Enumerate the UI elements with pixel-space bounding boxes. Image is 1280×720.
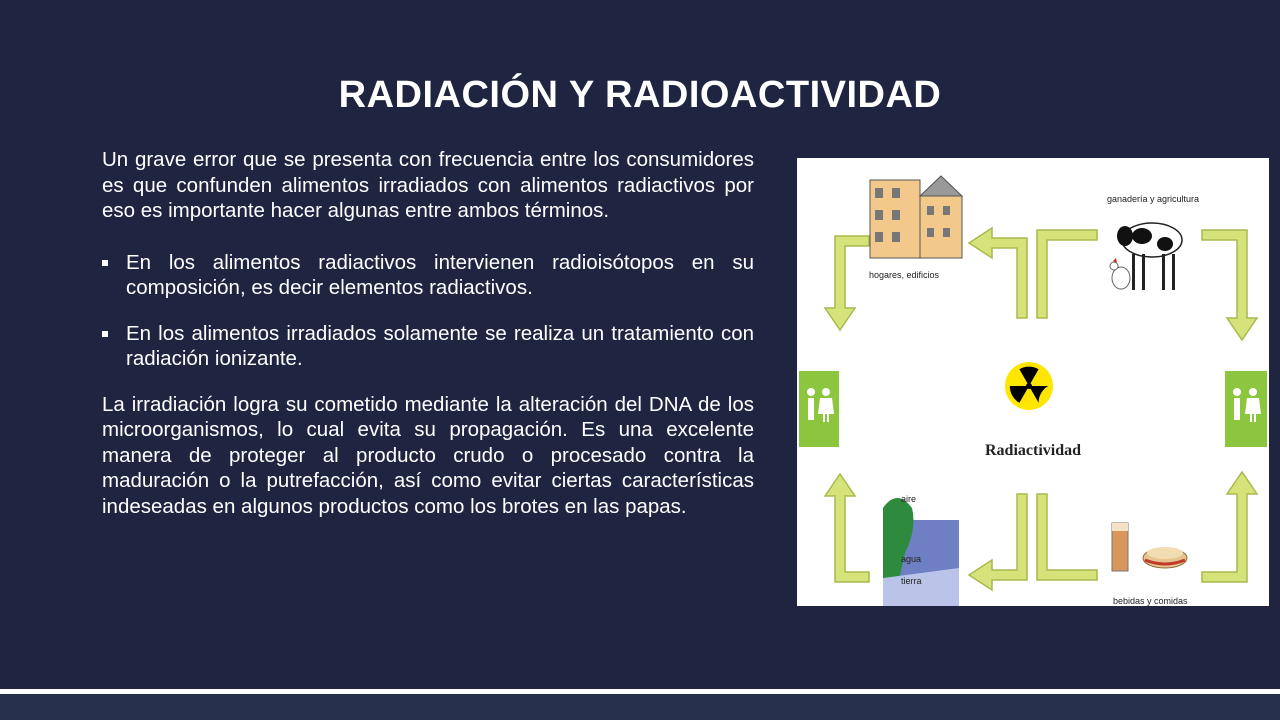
bullet-text: En los alimentos irradiados solamente se realiza un tratamiento con radiación ionizante. [126, 321, 754, 370]
radiation-symbol-icon [1005, 362, 1053, 410]
arrow-bottom-center-left [969, 494, 1027, 590]
cow-and-hen-illustration [1110, 223, 1182, 290]
people-icon-right [1225, 371, 1267, 447]
arrow-top-left [825, 236, 869, 330]
label-air: aire [901, 494, 917, 504]
label-land: tierra [901, 576, 922, 586]
label-water: agua [901, 554, 922, 564]
arrow-top-right [1202, 230, 1257, 340]
bullet-square-icon [102, 260, 108, 266]
bullet-list [102, 250, 754, 372]
label-farming: ganadería y agricultura [1107, 194, 1200, 204]
bullet-item [102, 321, 754, 372]
bullet-text: En los alimentos radiactivos intervienen radioisótopos en su composición, es decir elementos radiactivos. [126, 250, 754, 299]
center-label: Radiactividad [985, 442, 1082, 459]
drink-and-food-illustration [1112, 523, 1187, 571]
slide-body [102, 147, 754, 519]
arrow-bottom-center-right [1037, 494, 1097, 580]
arrow-top-center-left [969, 228, 1027, 318]
arrow-top-center-right [1037, 230, 1097, 318]
bullet-square-icon [102, 331, 108, 337]
arrow-bottom-left [825, 474, 869, 582]
bottom-band [0, 694, 1280, 720]
label-homes: hogares, edificios [869, 270, 940, 280]
air-water-land-illustration [883, 498, 959, 606]
bullet-item [102, 250, 754, 301]
diagram-drawing [797, 158, 1269, 606]
label-food: bebidas y comidas [1113, 596, 1188, 606]
radioactivity-cycle-diagram [797, 158, 1269, 606]
intro-paragraph: Un grave error que se presenta con frecuencia entre los consumidores es que confunden alimentos irradiados con alimentos radiactivos por eso es importante hacer algunas entre ambos términos. [102, 148, 754, 222]
buildings-illustration [870, 176, 962, 258]
people-icon-left [799, 371, 839, 447]
closing-paragraph: La irradiación logra su cometido mediante la alteración del DNA de los microorganismos, lo cual evita su propagación. Es una excelente manera de proteger al producto crudo o procesado contra la maduración o la putrefacción, así como evitar ciertas características indeseadas en algunos productos como los brotes en las papas. [102, 392, 754, 518]
slide-title: RADIACIÓN Y RADIOACTIVIDAD [338, 74, 942, 116]
arrow-bottom-right [1202, 472, 1257, 582]
